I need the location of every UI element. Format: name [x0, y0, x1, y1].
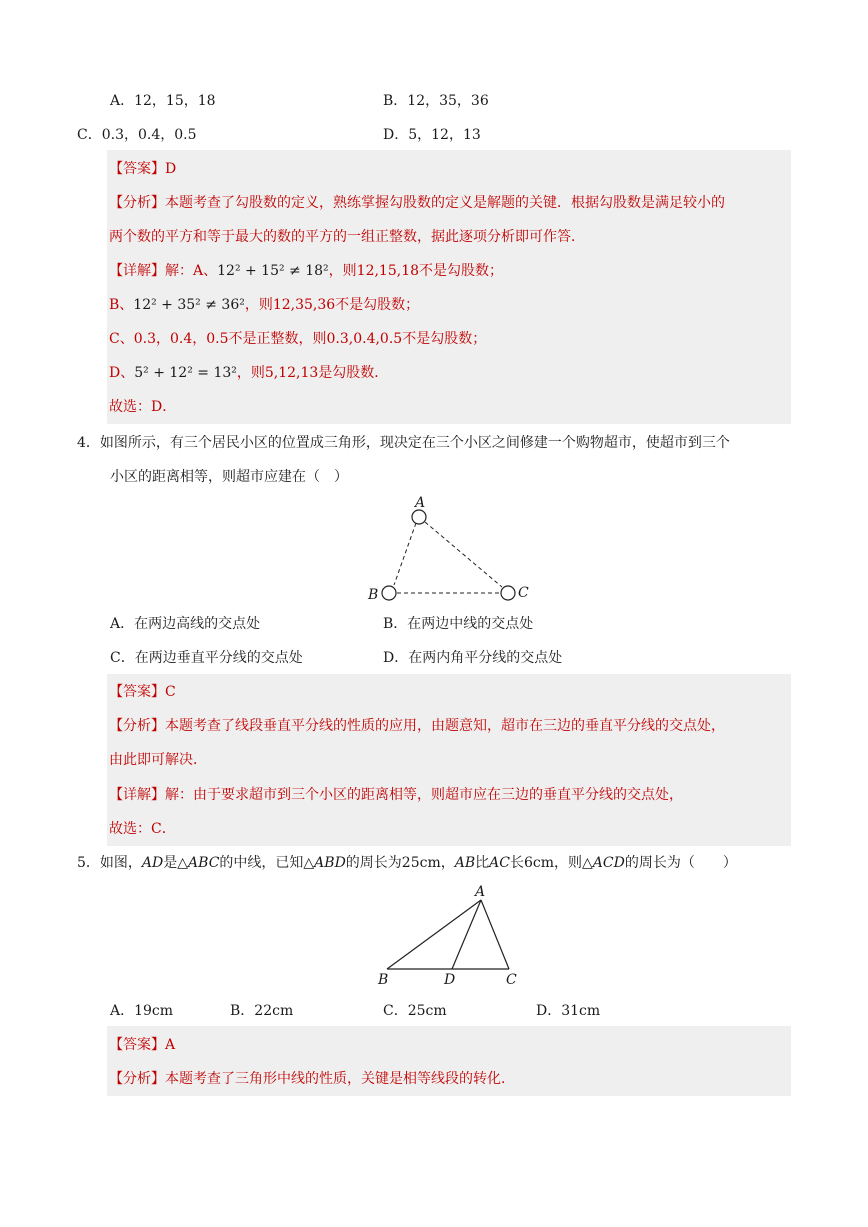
label-c: C — [518, 585, 529, 601]
stem-text: 是 — [163, 855, 178, 871]
q5-stem — [77, 853, 737, 873]
q4-answer — [109, 682, 176, 702]
q4-option-c: C．在两边垂直平分线的交点处 — [110, 650, 303, 666]
q3-option-a: A．12，15，18 — [110, 93, 216, 109]
label-a: A — [475, 884, 486, 900]
label-b: B — [368, 587, 379, 603]
stem-text: 的周长为 — [345, 855, 402, 871]
stem-math: △ACD — [582, 855, 625, 871]
q4-stem-line-1: 4．如图所示，有三个居民小区的位置成三角形，现决定在三个小区之间修建一个购物超市，使超市到三个 — [77, 435, 730, 451]
stem-math: AD — [141, 855, 164, 871]
answer-tag: 【答案】 — [109, 684, 165, 700]
stem-text: 比 — [475, 855, 490, 871]
q3-analysis-line-2: 两个数的平方和等于最大的数的平方的一组正整数，据此逐项分析即可作答． — [109, 229, 585, 245]
stem-text: ， — [440, 855, 455, 871]
q3-option-d: D．5，12，13 — [383, 127, 481, 143]
stem-text: 的周长为（ ） — [624, 855, 737, 871]
q5-answer — [109, 1035, 175, 1055]
q5-analysis — [109, 1069, 515, 1089]
q5-option-c: C．25cm — [383, 1003, 447, 1019]
analysis-tag: 【分析】 — [109, 718, 165, 734]
q4-analysis-line-2: 由此即可解决． — [109, 752, 207, 768]
detail-suffix: ，则12,35,36不是勾股数； — [244, 297, 420, 313]
q5-option-a: A．19cm — [110, 1003, 174, 1019]
q3-option-b: B．12，35，36 — [383, 93, 489, 109]
q4-option-b: B．在两边中线的交点处 — [383, 616, 534, 632]
analysis-text: 本题考查了线段垂直平分线的性质的应用，由题意知，超市在三边的垂直平分线的交点处， — [165, 718, 725, 734]
side-ac — [481, 900, 509, 969]
detail-math: 12² + 35² ≠ 36² — [133, 297, 245, 313]
q3-conclusion: 故选：D． — [109, 399, 177, 415]
answer-tag: 【答案】 — [109, 161, 165, 177]
detail-tag: 【详解】 — [109, 263, 165, 279]
q4-conclusion: 故选：C． — [109, 821, 176, 837]
detail-prefix: B、 — [109, 297, 134, 313]
vertex-a-circle — [412, 510, 426, 524]
analysis-text: 本题考查了三角形中线的性质，关键是相等线段的转化． — [165, 1071, 515, 1087]
detail-suffix: ，则12,15,18不是勾股数； — [328, 263, 504, 279]
answer-value: D — [165, 161, 177, 177]
stem-math: AB — [454, 855, 476, 871]
detail-prefix: 解：A、 — [165, 263, 218, 279]
q5-option-d: D．31cm — [536, 1003, 601, 1019]
q3-detail-d — [109, 363, 388, 383]
stem-text: ，则 — [554, 855, 582, 871]
q3-detail-c: C、0.3，0.4，0.5不是正整数，则0.3,0.4,0.5不是勾股数； — [109, 331, 487, 347]
answer-value: C — [165, 684, 176, 700]
detail-prefix: D、 — [109, 365, 135, 381]
q3-answer — [109, 159, 176, 179]
q3-detail-b — [109, 295, 419, 315]
q3-option-c: C．0.3，0.4，0.5 — [77, 127, 197, 143]
q3-detail-a — [109, 261, 503, 281]
q4-option-a: A．在两边高线的交点处 — [110, 616, 261, 632]
stem-text: 长 — [509, 855, 524, 871]
detail-tag: 【详解】 — [109, 787, 165, 803]
stem-math: △ABD — [303, 855, 346, 871]
vertex-c-circle — [501, 586, 515, 600]
edge-ab — [394, 523, 416, 585]
q5-triangle-figure — [370, 882, 540, 992]
q5-option-b: B．22cm — [230, 1003, 294, 1019]
q3-analysis-line-1 — [109, 193, 725, 213]
answer-value: A — [165, 1037, 176, 1053]
detail-suffix: ，则5,12,13是勾股数． — [236, 365, 389, 381]
label-c: C — [506, 972, 517, 988]
label-d: D — [444, 972, 456, 988]
detail-math: 5² + 12² = 13² — [134, 365, 237, 381]
q4-triangle-figure — [360, 492, 560, 612]
stem-math: 6cm — [523, 855, 554, 871]
detail-math: 12² + 15² ≠ 18² — [217, 263, 329, 279]
answer-tag: 【答案】 — [109, 1037, 165, 1053]
q4-solution-box — [107, 674, 791, 846]
stem-text: 的中线，已知 — [219, 855, 304, 871]
stem-math: △ABC — [177, 855, 220, 871]
label-a: A — [415, 495, 426, 511]
stem-text: 5．如图， — [77, 855, 142, 871]
q4-detail — [109, 785, 683, 805]
q4-option-d: D．在两内角平分线的交点处 — [383, 650, 563, 666]
q4-stem-line-2: 小区的距离相等，则超市应建在（ ） — [110, 469, 348, 485]
vertex-b-circle — [382, 586, 396, 600]
analysis-tag: 【分析】 — [109, 195, 165, 211]
analysis-tag: 【分析】 — [109, 1071, 165, 1087]
stem-math: 25cm — [401, 855, 441, 871]
edge-ac — [425, 522, 502, 587]
detail-text: 解：由于要求超市到三个小区的距离相等，则超市应在三边的垂直平分线的交点处， — [165, 787, 683, 803]
label-b: B — [378, 972, 389, 988]
analysis-text: 本题考查了勾股数的定义，熟练掌握勾股数的定义是解题的关键．根据勾股数是满足较小的 — [165, 195, 725, 211]
q4-analysis-line-1 — [109, 716, 725, 736]
stem-math: AC — [489, 855, 510, 871]
